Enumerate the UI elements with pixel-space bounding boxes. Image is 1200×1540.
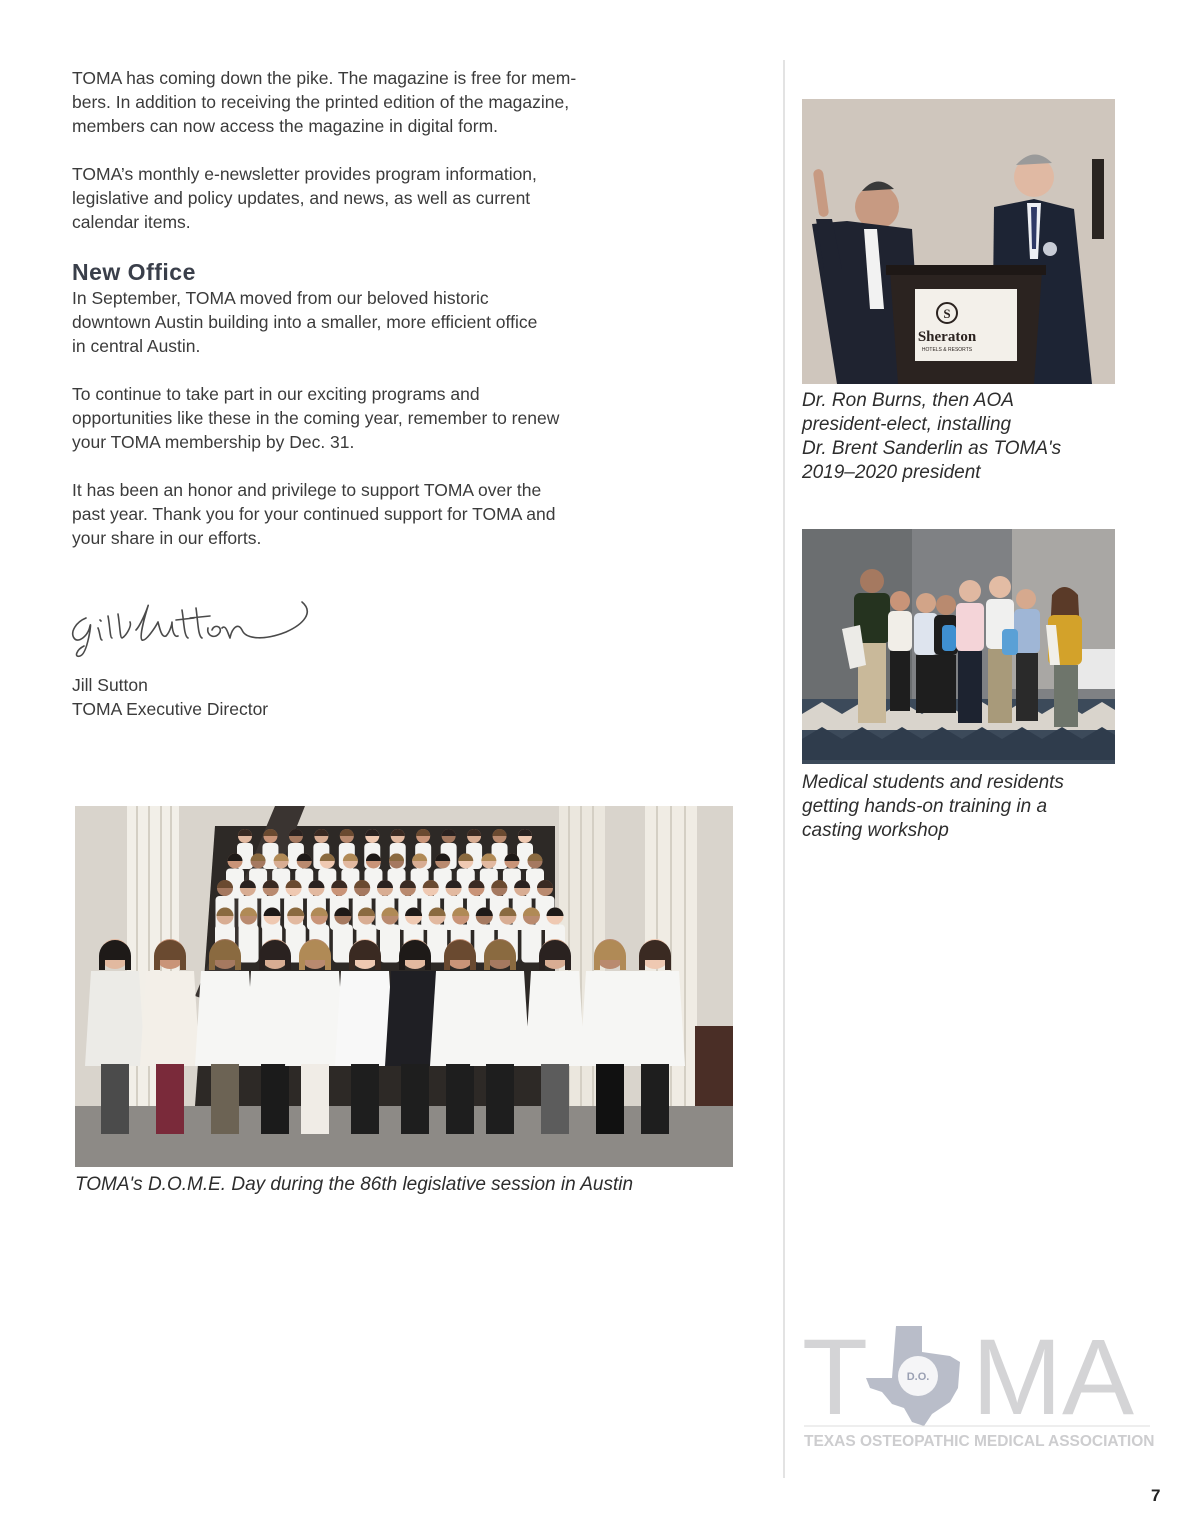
front-person-legs: [156, 1064, 184, 1134]
page-number: 7: [1151, 1486, 1161, 1505]
logo-tagline: TEXAS OSTEOPATHIC MEDICAL ASSOCIATION: [804, 1433, 1155, 1450]
photo-dome-day-group: [75, 806, 733, 1167]
toma-logo: [800, 1322, 1160, 1457]
crowd-person-body: [239, 925, 259, 963]
paragraph-newsletter: TOMA’s monthly e-newsletter provides program information, legislative and policy updates, and news, as well as current calendar items.: [72, 164, 537, 232]
caption-casting: Medical students and residents getting hands-on training in a casting workshop: [802, 772, 1064, 841]
front-person-legs: [101, 1064, 129, 1134]
front-person-coat: [525, 971, 585, 1066]
signer-name: Jill Sutton: [72, 675, 148, 695]
front-person-legs: [596, 1064, 624, 1134]
front-person-legs: [401, 1064, 429, 1134]
front-person-coat: [140, 971, 200, 1066]
logo-letter-t: T: [802, 1322, 868, 1437]
front-person-legs: [486, 1064, 514, 1134]
front-person-coat: [85, 971, 145, 1066]
podium-sign-text: Sheraton: [917, 329, 977, 345]
signature-block: [72, 673, 268, 721]
photo-casting-workshop: [802, 529, 1115, 764]
photo-group-illustration: [75, 806, 733, 1167]
toma-logo-graphic: [800, 1322, 1160, 1457]
paragraph-magazine: TOMA has coming down the pike. The magazine is free for mem- bers. In addition to receiving the printed edition of the magazine, members can now access the magazine in digital form.: [72, 68, 577, 136]
signer-title: TOMA Executive Director: [72, 699, 269, 719]
front-person-legs: [351, 1064, 379, 1134]
front-person-legs: [446, 1064, 474, 1134]
signature-image: [66, 596, 316, 660]
caption-dome-day: TOMA's D.O.M.E. Day during the 86th legislative session in Austin: [75, 1174, 634, 1195]
front-person-coat: [625, 971, 685, 1066]
svg-text:S: S: [943, 306, 951, 321]
caption-podium: Dr. Ron Burns, then AOA president-elect, installing Dr. Brent Sanderlin as TOMA's 2019–2020 president: [802, 390, 1062, 483]
front-person-legs: [211, 1064, 239, 1134]
logo-letters-ma: MA: [972, 1322, 1134, 1437]
front-person-legs: [541, 1064, 569, 1134]
photo-casting-illustration: [802, 529, 1115, 764]
front-person-legs: [301, 1064, 329, 1134]
photo-podium-illustration: [802, 99, 1115, 384]
front-person-legs: [641, 1064, 669, 1134]
paragraph-renew: To continue to take part in our exciting programs and opportunities like these in the coming year, remember to renew your TOMA membership by Dec. 31.: [72, 384, 560, 452]
section-heading-new-office: New Office: [72, 259, 196, 285]
crowd-person-body: [521, 925, 541, 963]
article-body: [72, 66, 632, 574]
podium-sign-subtext: HOTELS & RESORTS: [921, 347, 973, 353]
photo-podium-installation: [802, 99, 1115, 384]
paragraph-thanks: It has been an honor and privilege to support TOMA over the past year. Thank you for your continued support for TOMA and your share in our efforts.: [72, 480, 556, 548]
logo-emblem-text: D.O.: [906, 1371, 930, 1383]
front-person-coat: [470, 971, 530, 1066]
front-person-legs: [261, 1064, 289, 1134]
paragraph-new-office: In September, TOMA moved from our beloved historic downtown Austin building into a smaller, more efficient office in central Austin.: [72, 288, 538, 356]
column-divider: [783, 60, 785, 1478]
crowd-person-body: [380, 925, 400, 963]
